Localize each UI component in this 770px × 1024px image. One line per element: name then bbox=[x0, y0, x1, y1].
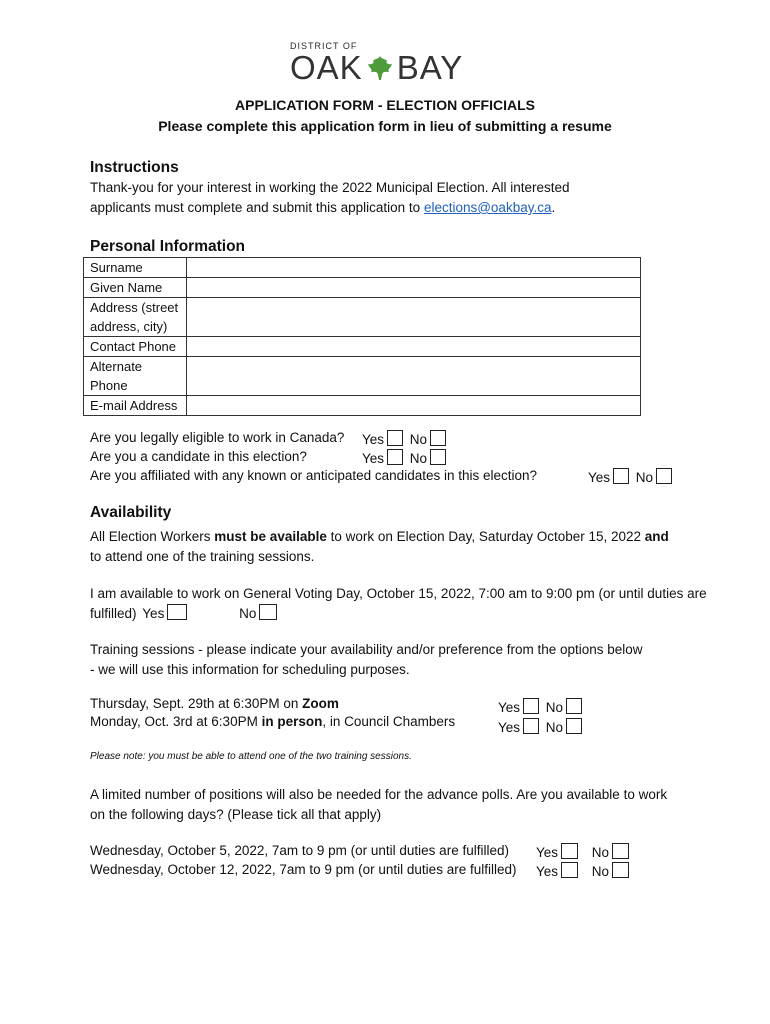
session-person-bold: in person bbox=[261, 714, 323, 729]
candidate-options bbox=[362, 449, 446, 466]
advance-polls-intro: A limited number of positions will also be needed for the advance polls. Are you available to work on the following days? (Please tick all that apply) bbox=[90, 787, 668, 822]
in-person-yes-checkbox[interactable] bbox=[523, 718, 539, 734]
session-person-location: , in Council Chambers bbox=[322, 714, 456, 729]
table-row bbox=[84, 278, 641, 298]
address-label: Address (street address, city) bbox=[84, 298, 187, 337]
candidate-question: Are you a candidate in this election? bbox=[90, 449, 307, 464]
surname-field[interactable] bbox=[187, 258, 641, 278]
session-person-options bbox=[498, 718, 582, 735]
email-link[interactable]: elections@oakbay.ca bbox=[423, 200, 552, 215]
zoom-no-checkbox[interactable] bbox=[566, 698, 582, 714]
candidate-no-checkbox[interactable] bbox=[430, 449, 446, 465]
affiliation-options bbox=[588, 468, 672, 485]
training-note: Please note: you must be able to attend one of the two training sessions. bbox=[90, 751, 412, 762]
session-zoom-text: Thursday, Sept. 29th at 6:30PM on bbox=[90, 696, 303, 711]
no-label: No bbox=[635, 470, 654, 485]
table-row bbox=[84, 298, 641, 337]
email-address-label: E-mail Address bbox=[84, 396, 187, 416]
oct5-yes-checkbox[interactable] bbox=[561, 843, 578, 859]
session-zoom-bold: Zoom bbox=[302, 696, 339, 711]
in-person-no-checkbox[interactable] bbox=[566, 718, 582, 734]
instructions-heading: Instructions bbox=[90, 159, 179, 176]
no-label: No bbox=[409, 432, 428, 447]
training-intro: Training sessions - please indicate your availability and/or preference from the options below - we will use this information for scheduling purposes. bbox=[90, 642, 643, 677]
affiliation-yes-checkbox[interactable] bbox=[613, 468, 629, 484]
yes-label: Yes bbox=[362, 451, 385, 466]
intro-text-training: to attend one of the training sessions. bbox=[90, 549, 315, 564]
general-voting-day bbox=[90, 584, 710, 624]
yes-label: Yes bbox=[536, 864, 559, 879]
instructions-text bbox=[90, 178, 630, 218]
availability-heading: Availability bbox=[90, 504, 172, 521]
logo-district-of: DISTRICT OF bbox=[290, 41, 358, 51]
general-yes-checkbox[interactable] bbox=[167, 604, 187, 620]
form-title: APPLICATION FORM - ELECTION OFFICIALS bbox=[235, 97, 535, 113]
oct12-no-checkbox[interactable] bbox=[612, 862, 629, 878]
given-name-field[interactable] bbox=[187, 278, 641, 298]
surname-label: Surname bbox=[84, 258, 187, 278]
candidate-yes-checkbox[interactable] bbox=[387, 449, 403, 465]
advance-oct12-options bbox=[536, 862, 629, 879]
intro-text-date: to work on Election Day, Saturday October 15, 2022 bbox=[326, 529, 645, 544]
oct12-yes-checkbox[interactable] bbox=[561, 862, 578, 878]
session-zoom bbox=[90, 696, 339, 711]
session-person-text: Monday, Oct. 3rd at 6:30PM bbox=[90, 714, 262, 729]
eligibility-yes-checkbox[interactable] bbox=[387, 430, 403, 446]
no-label: No bbox=[591, 845, 610, 860]
address-field[interactable] bbox=[187, 298, 641, 337]
oct5-no-checkbox[interactable] bbox=[612, 843, 629, 859]
general-voting-text: I am available to work on General Voting Day, October 15, 2022, 7:00 am to 9:00 pm (or until duties are fulfilled) bbox=[90, 586, 707, 621]
availability-intro bbox=[90, 527, 690, 567]
affiliation-question: Are you affiliated with any known or anticipated candidates in this election? bbox=[90, 468, 538, 483]
contact-phone-field[interactable] bbox=[187, 337, 641, 357]
advance-oct5-options bbox=[536, 843, 629, 860]
alternate-phone-field[interactable] bbox=[187, 357, 641, 396]
instructions-body: Thank-you for your interest in working the 2022 Municipal Election. All interested applicants must complete and submit this application to bbox=[90, 180, 570, 215]
eligibility-no-checkbox[interactable] bbox=[430, 430, 446, 446]
given-name-label: Given Name bbox=[84, 278, 187, 298]
no-label: No bbox=[591, 864, 610, 879]
intro-text: All Election Workers bbox=[90, 529, 215, 544]
yes-label: Yes bbox=[498, 720, 521, 735]
zoom-yes-checkbox[interactable] bbox=[523, 698, 539, 714]
eligibility-question: Are you legally eligible to work in Canada? bbox=[90, 430, 345, 445]
yes-label: Yes bbox=[536, 845, 559, 860]
yes-label: Yes bbox=[142, 606, 165, 621]
affiliation-no-checkbox[interactable] bbox=[656, 468, 672, 484]
yes-label: Yes bbox=[362, 432, 385, 447]
no-label: No bbox=[409, 451, 428, 466]
no-label: No bbox=[545, 700, 564, 715]
table-row bbox=[84, 258, 641, 278]
no-label: No bbox=[545, 720, 564, 735]
oak-leaf-icon bbox=[365, 54, 395, 82]
general-no-checkbox[interactable] bbox=[259, 604, 277, 620]
form-subtitle: Please complete this application form in lieu of submitting a resume bbox=[158, 118, 612, 134]
oak-bay-logo bbox=[290, 49, 463, 87]
yes-label: Yes bbox=[498, 700, 521, 715]
session-in-person bbox=[90, 714, 455, 729]
advance-oct5: Wednesday, October 5, 2022, 7am to 9 pm (or until duties are fulfilled) bbox=[90, 843, 509, 858]
alternate-phone-label: Alternate Phone bbox=[84, 357, 187, 396]
advance-oct12: Wednesday, October 12, 2022, 7am to 9 pm (or until duties are fulfilled) bbox=[90, 862, 517, 877]
logo-oak: OAK bbox=[290, 49, 363, 86]
instructions-period: . bbox=[551, 200, 556, 215]
session-zoom-options bbox=[498, 698, 582, 715]
personal-info-table bbox=[83, 257, 641, 416]
intro-bold-must: must be available bbox=[214, 529, 327, 544]
table-row bbox=[84, 396, 641, 416]
email-address-field[interactable] bbox=[187, 396, 641, 416]
table-row bbox=[84, 337, 641, 357]
logo-bay: BAY bbox=[396, 49, 464, 86]
contact-phone-label: Contact Phone bbox=[84, 337, 187, 357]
yes-label: Yes bbox=[588, 470, 611, 485]
table-row bbox=[84, 357, 641, 396]
no-label: No bbox=[239, 606, 257, 621]
intro-bold-and: and bbox=[644, 529, 669, 544]
personal-info-heading: Personal Information bbox=[90, 238, 246, 255]
eligibility-options bbox=[362, 430, 446, 447]
